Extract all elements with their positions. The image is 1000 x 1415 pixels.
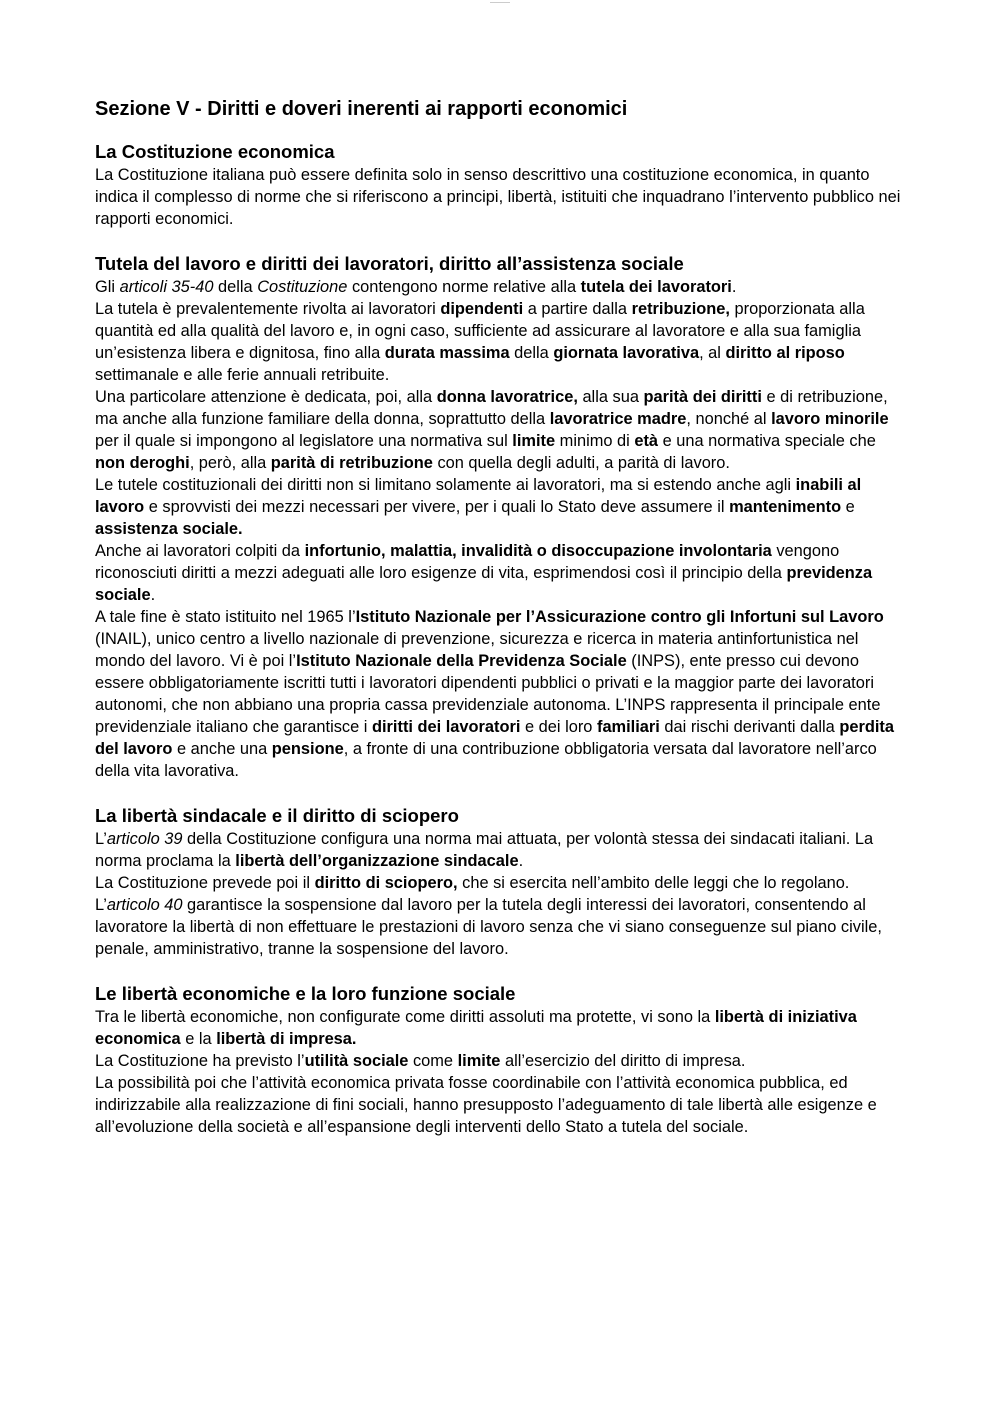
bold-text: dipendenti	[440, 300, 524, 318]
text-run: e una normativa speciale che	[658, 432, 876, 450]
text-run: , a fronte di una contribuzione obbligatoria versata dal lavoratore nell’arco della vita lavorativa.	[95, 740, 877, 780]
document-title: Sezione V - Diritti e doveri inerenti ai rapporti economici	[95, 98, 628, 120]
document-page	[95, 95, 910, 1138]
italic-text: articoli 35-40	[119, 278, 214, 296]
document-body	[95, 140, 910, 1138]
text-run: Gli	[95, 278, 120, 296]
text-run: che si esercita nell’ambito delle leggi che lo regolano. L’	[95, 874, 850, 914]
paragraph	[95, 606, 910, 782]
text-run: La Costituzione italiana può essere definita solo in senso descrittivo una costituzione economica, in quanto indica il complesso di norme che si riferiscono a principi, libertà, istituiti che inquadrano l’intervento pubblico nei rapporti economici.	[95, 166, 901, 228]
text-run: all’esercizio del diritto di impresa.	[500, 1052, 746, 1070]
bold-text: previdenza sociale	[95, 564, 873, 604]
bold-text: donna lavoratrice,	[436, 388, 578, 406]
bold-text: Istituto Nazionale della Previdenza Sociale	[296, 652, 627, 670]
page-top-mark	[490, 0, 510, 3]
text-run: per il quale si impongono al legislatore una normativa sul	[95, 432, 513, 450]
text-run: e anche una	[172, 740, 272, 758]
bold-text: diritto al riposo	[725, 344, 845, 362]
italic-text: articolo 39	[106, 830, 183, 848]
text-run: garantisce la sospensione dal lavoro per la tutela degli interessi dei lavoratori, consentendo al lavoratore la libertà di non effettuare le prestazioni di lavoro senza che vi siano conseguenze sul piano civile, penale, amministrativo, tranne la sospensione del lavoro.	[95, 896, 882, 958]
text-run: proporzionata alla quantità ed alla qualità del lavoro e, in ogni caso, sufficiente ad assicurare al lavoratore e alla sua famiglia un’esistenza libera e dignitosa, fino alla	[95, 300, 865, 362]
text-run: Tra le libertà economiche, non configurate come diritti assoluti ma protette, vi sono la	[95, 1008, 715, 1026]
section	[95, 804, 910, 960]
text-run: .	[150, 586, 156, 604]
bold-text: parità di retribuzione	[270, 454, 433, 472]
italic-text: Costituzione	[257, 278, 348, 296]
text-run: a partire dalla	[523, 300, 632, 318]
bold-text: utilità sociale	[304, 1052, 409, 1070]
bold-text: libertà di iniziativa economica	[95, 1008, 857, 1048]
section	[95, 982, 910, 1138]
text-run: , però, alla	[189, 454, 271, 472]
text-run: settimanale e alle ferie annuali retribuite.	[95, 366, 390, 384]
text-run: , al	[699, 344, 726, 362]
text-run: La Costituzione prevede poi il	[95, 874, 315, 892]
bold-text: familiari	[596, 718, 660, 736]
text-run: contengono norme relative alla	[347, 278, 581, 296]
text-run: vengono riconosciuti diritti a mezzi adeguati alle loro esigenze di vita, esprimendosi così il principio della	[95, 542, 840, 582]
paragraph	[95, 540, 910, 606]
bold-text: assistenza sociale.	[95, 520, 243, 538]
bold-text: diritti dei lavoratori	[371, 718, 521, 736]
bold-text: diritto di sciopero,	[314, 874, 458, 892]
bold-text: durata massima	[384, 344, 510, 362]
bold-text: giornata lavorativa	[553, 344, 700, 362]
bold-text: tutela dei lavoratori	[580, 278, 732, 296]
text-run: .	[518, 852, 524, 870]
section	[95, 140, 910, 230]
paragraph	[95, 1072, 910, 1138]
section-heading: Le libertà economiche e la loro funzione sociale	[95, 983, 516, 1004]
section-heading: La Costituzione economica	[95, 141, 335, 162]
bold-text: lavoratrice madre	[549, 410, 687, 428]
section	[95, 252, 910, 782]
text-run: e	[841, 498, 855, 516]
bold-text: mantenimento	[729, 498, 842, 516]
text-run: Anche ai lavoratori colpiti da	[95, 542, 305, 560]
italic-text: articolo 40	[106, 896, 183, 914]
bold-text: parità dei diritti	[643, 388, 762, 406]
paragraph	[95, 276, 910, 298]
text-run: (INPS), ente presso cui devono essere obbligatoriamente iscritti tutti i lavoratori dipendenti pubblici o privati e la maggior parte dei lavoratori autonomi, che non abbiano una propria cassa previdenziale autonoma. L’INPS rappresenta il principale ente previdenziale italiano che garantisce i	[95, 652, 881, 736]
text-run: con quella degli adulti, a parità di lavoro.	[432, 454, 730, 472]
bold-text: lavoro minorile	[771, 410, 889, 428]
text-run: La possibilità poi che l’attività economica privata fosse coordinabile con l’attività economica pubblica, ed indirizzabile alla realizzazione di fini sociali, hanno presupposto l’adeguamento di tale libertà alle esigenze e all’evoluzione della società e all’espansione degli interventi dello Stato a tutela del sociale.	[95, 1074, 877, 1136]
paragraph	[95, 474, 910, 540]
text-run: A tale fine è stato istituito nel 1965 l’	[95, 608, 356, 626]
bold-text: infortunio, malattia, invalidità o disoccupazione involontaria	[304, 542, 772, 560]
text-run: della	[509, 344, 554, 362]
bold-text: perdita del lavoro	[95, 718, 894, 758]
paragraph	[95, 386, 910, 474]
text-run: dai rischi derivanti dalla	[659, 718, 840, 736]
text-run: Le tutele costituzionali dei diritti non si limitano solamente ai lavoratori, ma si estendo anche agli	[95, 476, 796, 494]
paragraph	[95, 828, 910, 872]
bold-text: inabili al lavoro	[95, 476, 862, 516]
text-run: come	[408, 1052, 458, 1070]
bold-text: Istituto Nazionale per l’Assicurazione contro gli Infortuni sul Lavoro	[355, 608, 884, 626]
text-run: della	[213, 278, 258, 296]
text-run: La Costituzione ha previsto l’	[95, 1052, 305, 1070]
bold-text: pensione	[271, 740, 344, 758]
text-run: della Costituzione configura una norma mai attuata, per volontà stessa dei sindacati italiani. La norma proclama la	[95, 830, 874, 870]
bold-text: limite	[512, 432, 556, 450]
text-run: , nonché al	[686, 410, 772, 428]
text-run: .	[731, 278, 737, 296]
bold-text: limite	[457, 1052, 501, 1070]
paragraph	[95, 164, 910, 230]
bold-text: libertà dell’organizzazione sindacale	[235, 852, 519, 870]
text-run: Una particolare attenzione è dedicata, poi, alla	[95, 388, 437, 406]
text-run: e sprovvisti dei mezzi necessari per vivere, per i quali lo Stato deve assumere il	[144, 498, 730, 516]
text-run: e la	[180, 1030, 217, 1048]
section-heading: La libertà sindacale e il diritto di sciopero	[95, 805, 459, 826]
text-run: alla sua	[577, 388, 644, 406]
paragraph	[95, 298, 910, 386]
bold-text: retribuzione,	[631, 300, 730, 318]
text-run: (INAIL), unico centro a livello nazionale di prevenzione, sicurezza e ricerca in materia antinfortunistica nel mondo del lavoro. Vi è poi l’	[95, 630, 859, 670]
bold-text: età	[634, 432, 659, 450]
paragraph	[95, 1050, 910, 1072]
text-run: minimo di	[555, 432, 635, 450]
text-run: L’	[95, 830, 107, 848]
text-run: e di retribuzione, ma anche alla funzione familiare della donna, soprattutto della	[95, 388, 888, 428]
paragraph	[95, 872, 910, 960]
paragraph	[95, 1006, 910, 1050]
text-run: e dei loro	[520, 718, 597, 736]
section-heading: Tutela del lavoro e diritti dei lavoratori, diritto all’assistenza sociale	[95, 253, 684, 274]
bold-text: non deroghi	[95, 454, 190, 472]
bold-text: libertà di impresa.	[216, 1030, 357, 1048]
text-run: La tutela è prevalentemente rivolta ai lavoratori	[95, 300, 441, 318]
